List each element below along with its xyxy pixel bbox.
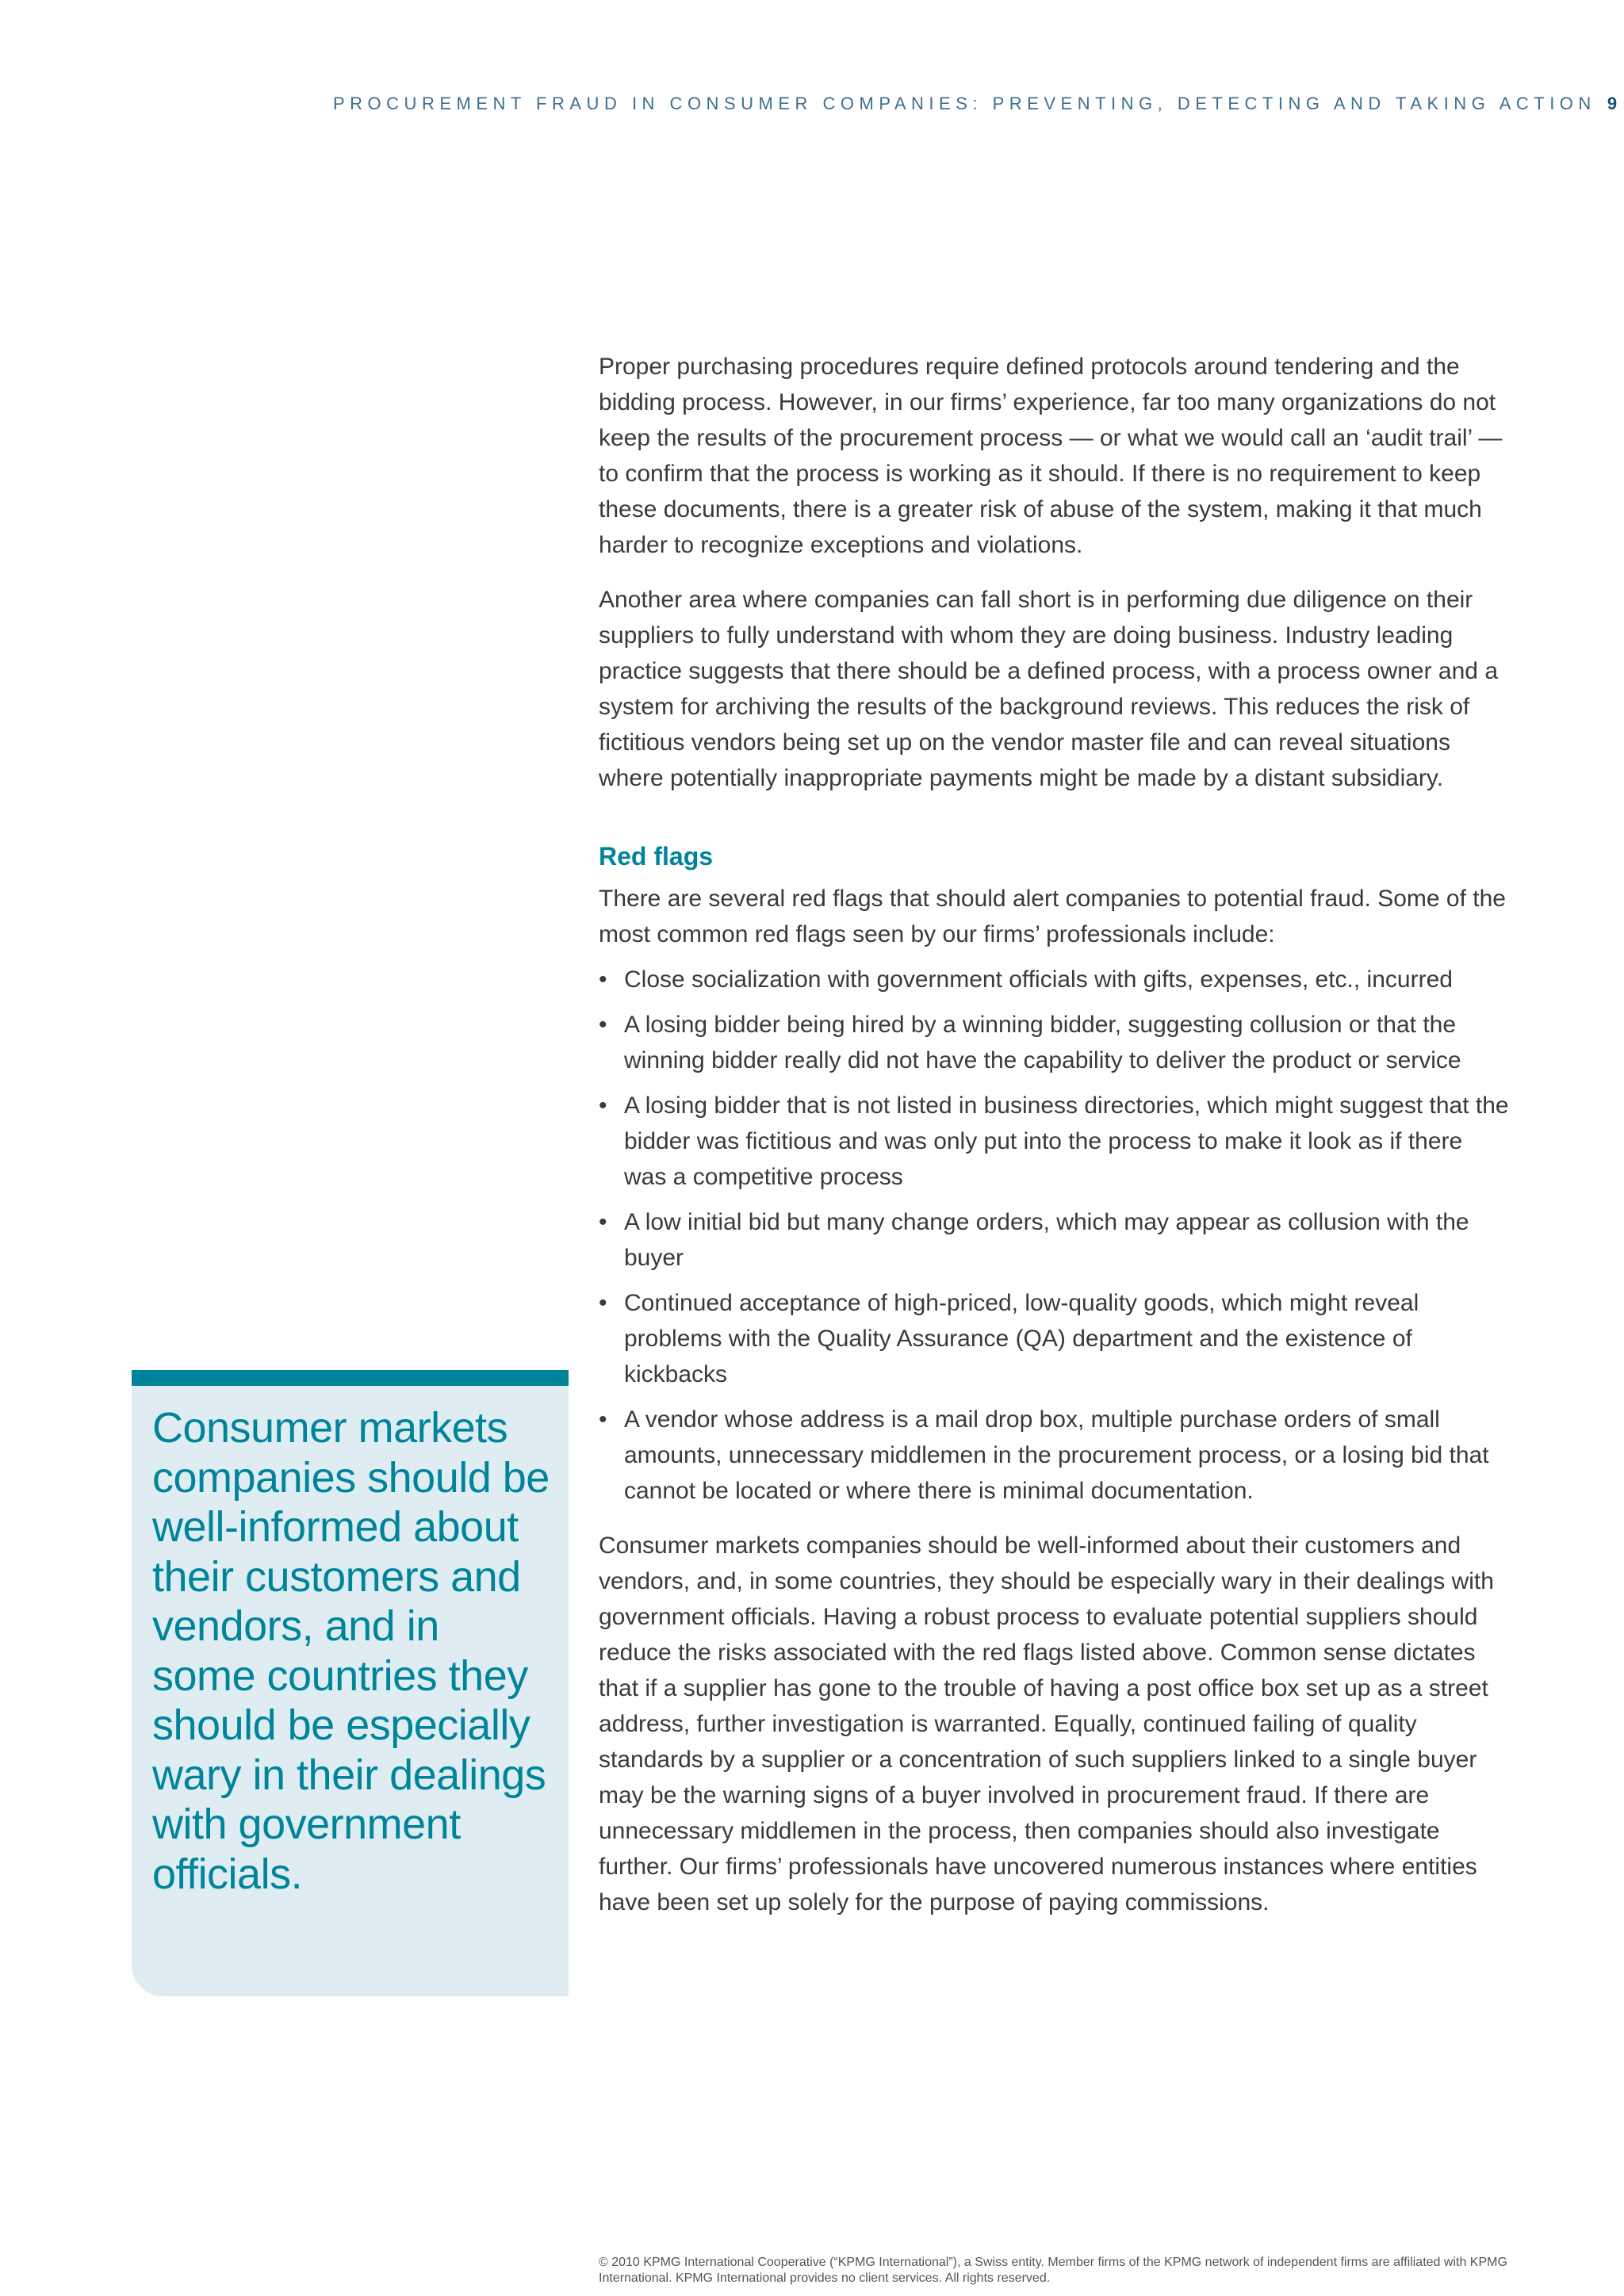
list-item: • Close socialization with government officials with gifts, expenses, etc., incurred bbox=[599, 962, 1511, 997]
body-paragraph-due-diligence: Another area where companies can fall short is in performing due diligence on their suppliers to fully understand with whom they are doing business. Industry leading practice suggests that there should be a defined process, with a process owner and a system for archiving the results of the background reviews. This reduces the risk of fictitious vendors being set up on the vendor master file and can reveal situations where potentially inappropriate payments might be made by a distant subsidiary. bbox=[599, 587, 1499, 791]
pull-quote-text: Consumer markets companies should be well-informed about their customers and vendors, and in some countries they should be especially wary in their dealings with government officials. bbox=[152, 1404, 550, 1898]
section-heading-red-flags: Red flags bbox=[599, 842, 714, 871]
body-paragraph-audit-trail: Proper purchasing procedures require defined protocols around tendering and the bidding process. However, in our firms’ experience, far too many organizations do not keep the results of the procurement process — or what we would call an ‘audit trail’ — to confirm that the process is working as it should. If there is no requirement to keep these documents, there is a greater risk of abuse of the system, making it that much harder to recognize exceptions and violations. bbox=[599, 354, 1503, 558]
copyright-footer: © 2010 KPMG International Cooperative (“KPMG International”), a Swiss entity. Member firms of the KPMG network of independent firms are affiliated with KPMG International. KPMG International provides no client services. All rights reserved. bbox=[599, 2256, 1507, 2285]
red-flags-list bbox=[599, 962, 1511, 1509]
list-item: • A vendor whose address is a mail drop box, multiple purchase orders of small amounts, unnecessary middlemen in the procurement process, or a losing bid that cannot be located or where there is minimal documentation. bbox=[599, 1402, 1511, 1509]
running-header-title: PROCUREMENT FRAUD IN CONSUMER COMPANIES: PREVENTING, DETECTING AND TAKING ACTION bbox=[333, 94, 1596, 113]
running-header bbox=[333, 94, 1618, 114]
list-item: • A losing bidder that is not listed in business directories, which might suggest that the bidder was fictitious and was only put into the process to make it look as if there was a competitive process bbox=[599, 1088, 1511, 1195]
pull-quote-box bbox=[132, 1370, 569, 1996]
red-flags-intro: There are several red flags that should alert companies to potential fraud. Some of the most common red flags seen by our firms’ professionals include: bbox=[599, 886, 1506, 947]
list-item: • Continued acceptance of high-priced, low-quality goods, which might reveal problems with the Quality Assurance (QA) department and the existence of kickbacks bbox=[599, 1285, 1511, 1392]
main-text-column bbox=[599, 349, 1511, 1939]
page-number: 9 bbox=[1607, 94, 1618, 113]
list-item: • A low initial bid but many change orders, which may appear as collusion with the buyer bbox=[599, 1204, 1511, 1276]
body-paragraph-consumer-markets: Consumer markets companies should be well-informed about their customers and vendors, and, in some countries, they should be especially wary in their dealings with government officials. Having a robust process to evaluate potential suppliers should reduce the risks associated with the red flags listed above. Common sense dictates that if a supplier has gone to the trouble of having a post office box set up as a street address, further investigation is warranted. Equally, continued failing of quality standards by a supplier or a concentration of such suppliers linked to a single buyer may be the warning signs of a buyer involved in procurement fraud. If there are unnecessary middlemen in the process, then companies should also investigate further. Our firms’ professionals have uncovered numerous instances where entities have been set up solely for the purpose of paying commissions. bbox=[599, 1533, 1494, 1915]
list-item: • A losing bidder being hired by a winning bidder, suggesting collusion or that the winning bidder really did not have the capability to deliver the product or service bbox=[599, 1007, 1511, 1078]
